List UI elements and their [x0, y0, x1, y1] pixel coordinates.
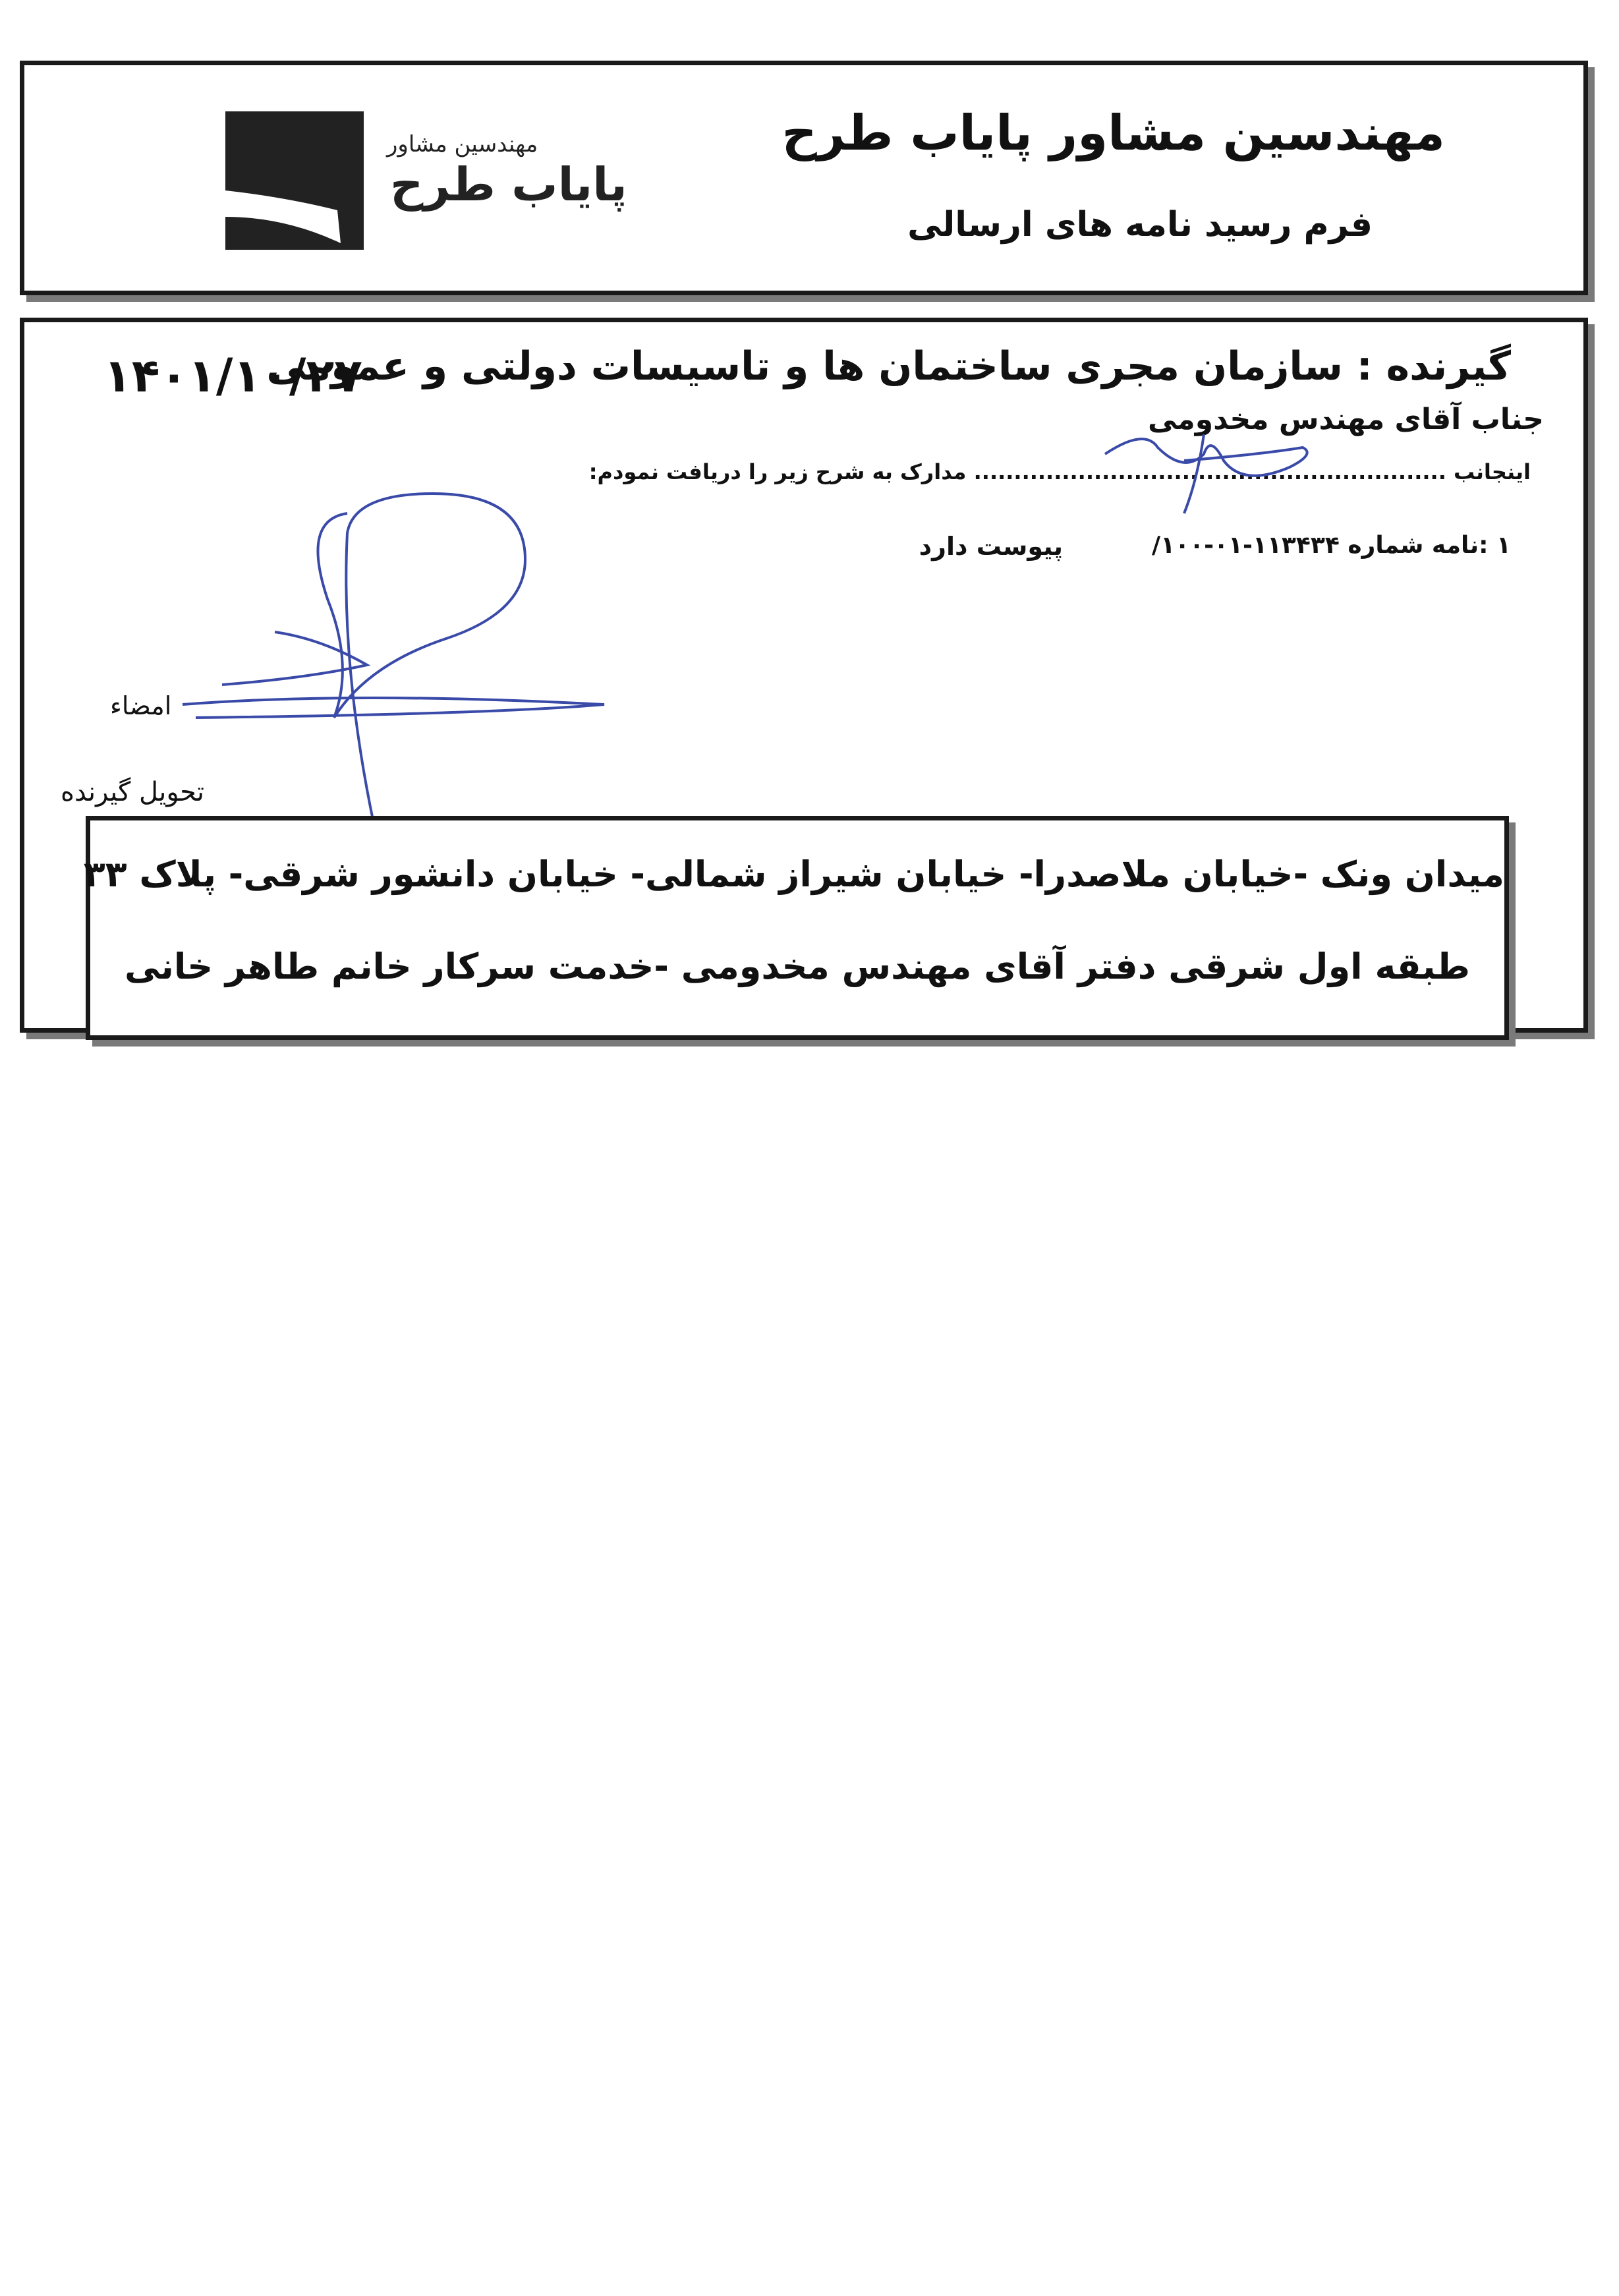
address-line-2: طبقه اول شرقی دفتر آقای مهندس مخدومی -خدمت سرکار خانم طاهر خانی: [125, 946, 1470, 987]
recipient: گیرنده : سازمان مجری ساختمان ها و تاسیسات دولتی و عمومی: [266, 343, 1511, 389]
signature-label: امضاء: [110, 691, 172, 720]
logo-text-line2: پایاب طرح: [390, 158, 627, 212]
handwritten-signature-2: [318, 494, 525, 823]
signature-stroke: [222, 632, 367, 685]
form-subtitle: فرم رسید نامه های ارسالی: [907, 205, 1373, 244]
form-title: مهندسین مشاور پایاب طرح: [781, 105, 1445, 161]
letter-number-line: ۱ :نامه شماره ۱۱۳۴۳۴-۰۱-۱۰۰/: [1152, 532, 1511, 559]
recipient-label: تحویل گیرنده: [61, 777, 205, 807]
header-box: [20, 61, 1588, 295]
logo-text-line1: مهندسین مشاور: [387, 131, 538, 158]
logo-swoosh-icon: [225, 111, 364, 250]
attachment-note: پیوست دارد: [919, 532, 1063, 561]
receipt-statement: اینجانب ........................................................... مدارک به شرح زیر را دریافت نمودم:: [588, 459, 1531, 484]
signature-underline: [183, 698, 604, 718]
company-logo-icon: [225, 111, 364, 250]
address-line-1: میدان ونک -خیابان ملاصدرا- خیابان شیراز شمالی- خیابان دانشور شرقی- پلاک ۳۳: [83, 853, 1504, 895]
attention-line: جناب آقای مهندس مخدومی: [1148, 403, 1544, 436]
address-box: [83, 816, 1509, 1040]
handwritten-signature-1: [1105, 434, 1307, 513]
date: ۱۴۰۱/۱۰/۲۷: [103, 349, 362, 403]
